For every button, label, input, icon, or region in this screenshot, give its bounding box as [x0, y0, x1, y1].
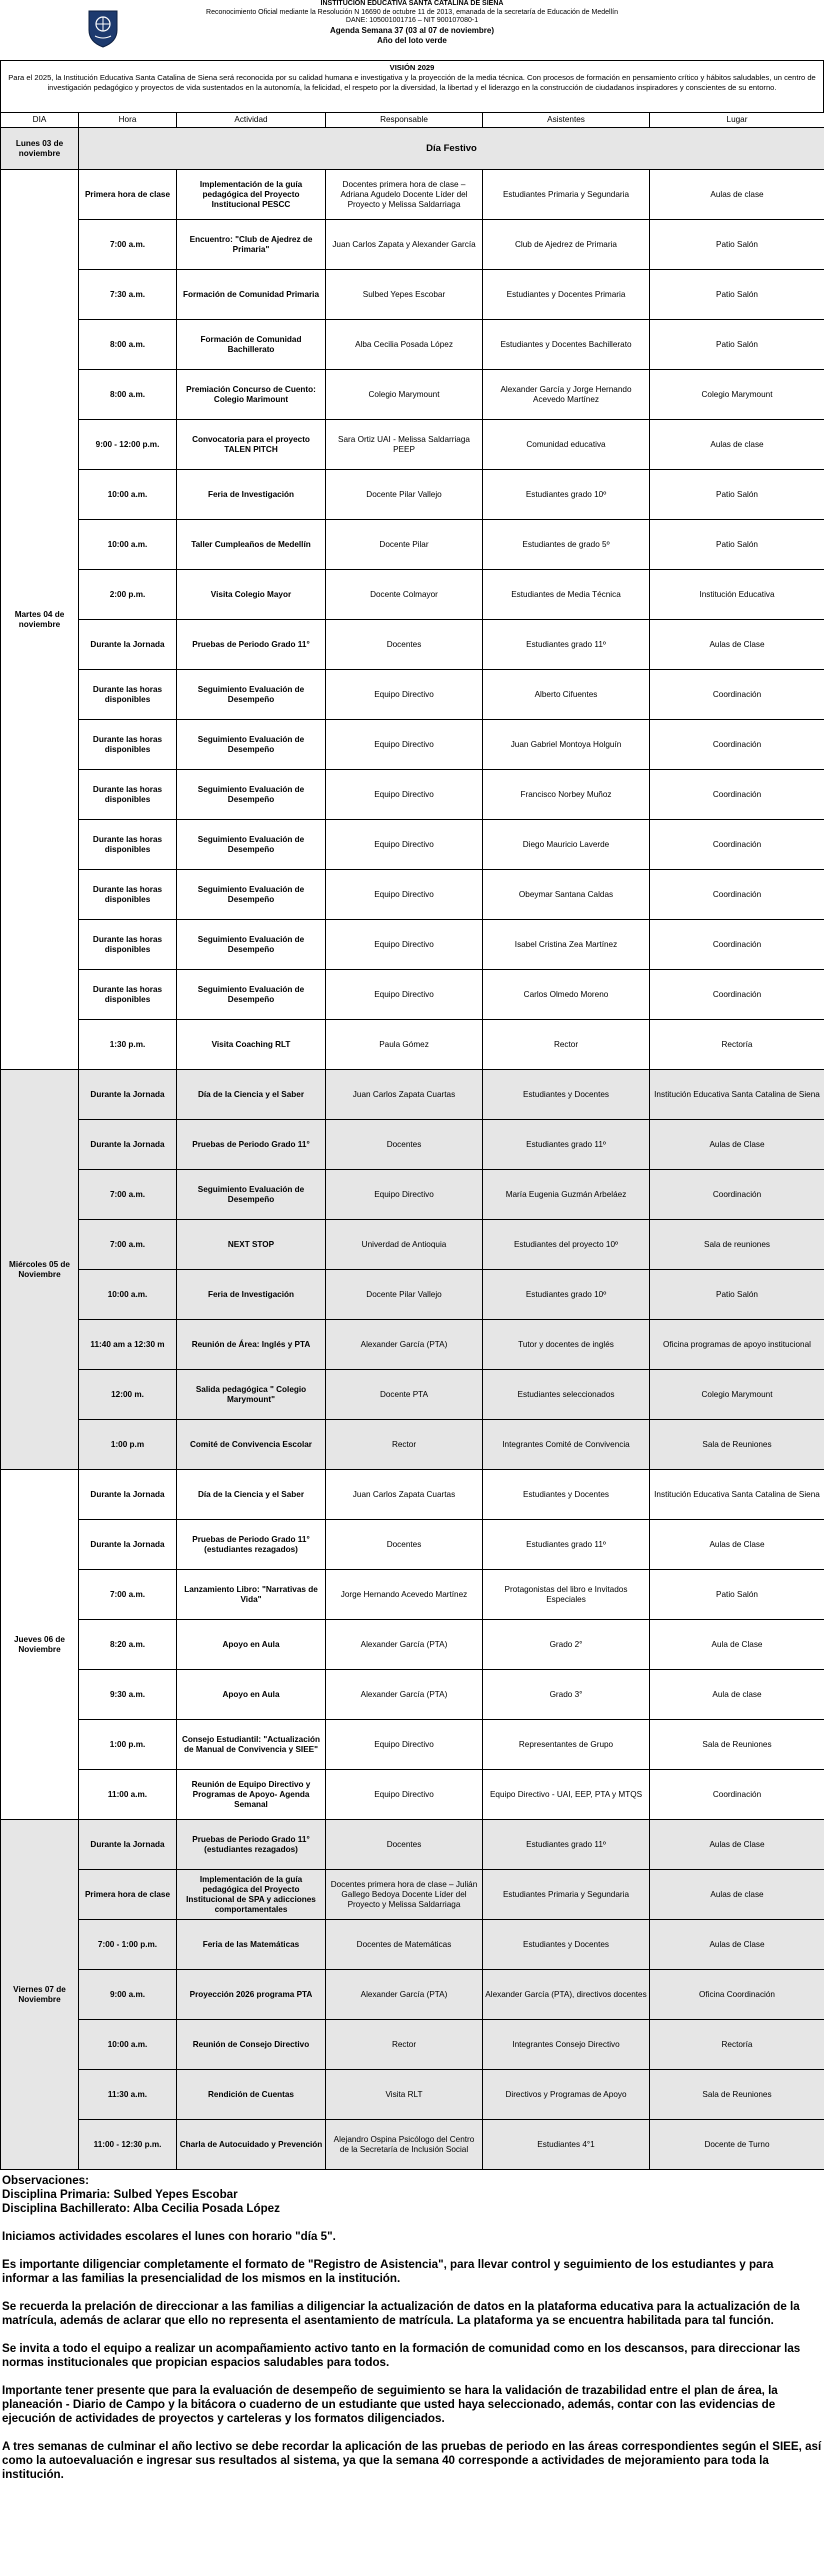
table-row: [1, 470, 824, 520]
observation-paragraph: Se recuerda la prelación de direccionar a las familias a diligenciar la actualización de datos en la plataforma educativa para la actualización de la matrícula, además de aclarar que ello no representa el asentamiento de matrícula. La plataforma ya se encuentra habilitada para tal función.: [2, 2299, 800, 2327]
year-motto: Año del loto verde: [377, 35, 447, 45]
place-cell: Sala de Reuniones: [650, 1720, 824, 1770]
table-row: [1, 870, 824, 920]
time-cell: 8:00 a.m.: [79, 320, 177, 370]
table-row: [1, 770, 824, 820]
table-row: [1, 128, 824, 170]
agenda-title: Agenda Semana 37 (03 al 07 de noviembre): [329, 25, 495, 35]
table-row: [1, 170, 824, 220]
responsible-cell: Alba Cecilia Posada López: [326, 320, 483, 370]
institution-name: INSTITUCIÓN EDUCATIVA SANTA CATALINA DE SIENA: [320, 0, 504, 7]
activity-cell: Feria de las Matemáticas: [177, 1920, 326, 1970]
attendees-cell: Grado 2°: [483, 1620, 650, 1670]
time-cell: Durante las horas disponibles: [79, 920, 177, 970]
attendees-cell: Estudiantes y Docentes Bachillerato: [483, 320, 650, 370]
time-cell: 10:00 a.m.: [79, 2020, 177, 2070]
responsible-cell: Docente Pilar: [326, 520, 483, 570]
attendees-cell: Carlos Olmedo Moreno: [483, 970, 650, 1020]
table-row: [1, 1220, 824, 1270]
vision-text: Para el 2025, la Institución Educativa Santa Catalina de Siena será reconocida por su calidad humana e investigativa y la proyección de la media técnica. Con procesos de formación en pensamiento crítico y hábitos saludables, un centro de investigación pedagógico y proyectos de vida sustentados en la autonomía, la felicidad, el respeto por la diversidad, la libertad y el liderazgo en la construcción de ciudadanos inspiradores y conscientes de su entorno.: [8, 73, 816, 92]
place-cell: Oficina programas de apoyo institucional: [650, 1320, 824, 1370]
time-cell: 7:00 a.m.: [79, 220, 177, 270]
place-cell: Patio Salón: [650, 520, 824, 570]
activity-cell: Rendición de Cuentas: [177, 2070, 326, 2120]
place-cell: Patio Salón: [650, 470, 824, 520]
attendees-cell: Estudiantes grado 11º: [483, 1520, 650, 1570]
time-cell: 7:00 a.m.: [79, 1170, 177, 1220]
attendees-cell: Estudiantes y Docentes: [483, 1070, 650, 1120]
activity-cell: Implementación de la guía pedagógica del Proyecto Institucional PESCC: [177, 170, 326, 220]
time-cell: 7:00 - 1:00 p.m.: [79, 1920, 177, 1970]
agenda-body: [1, 128, 824, 2170]
activity-cell: Feria de Investigación: [177, 470, 326, 520]
table-row: [1, 1020, 824, 1070]
attendees-cell: Estudiantes Primaria y Segundaria: [483, 1870, 650, 1920]
activity-cell: Encuentro: "Club de Ajedrez de Primaria": [177, 220, 326, 270]
table-row: [1, 1920, 824, 1970]
responsible-cell: Alexander García (PTA): [326, 1970, 483, 2020]
activity-cell: Seguimiento Evaluación de Desempeño: [177, 870, 326, 920]
attendees-cell: Alexander García y Jorge Hernando Acevedo Martínez: [483, 370, 650, 420]
attendees-cell: Estudiantes de grado 5º: [483, 520, 650, 570]
time-cell: Primera hora de clase: [79, 170, 177, 220]
place-cell: Coordinación: [650, 1770, 824, 1820]
observations-section: [0, 2170, 824, 2482]
time-cell: Durante las horas disponibles: [79, 970, 177, 1020]
attendees-cell: Estudiantes seleccionados: [483, 1370, 650, 1420]
responsible-cell: Rector: [326, 2020, 483, 2070]
day-cell: Viernes 07 de Noviembre: [1, 1820, 79, 2170]
responsible-cell: Docentes primera hora de clase – Julián Gallego Bedoya Docente Líder del Proyecto y Melissa Saldarriaga: [326, 1870, 483, 1920]
place-cell: Institución Educativa Santa Catalina de Siena: [650, 1070, 824, 1120]
activity-cell: Pruebas de Periodo Grado 11°: [177, 620, 326, 670]
time-cell: 10:00 a.m.: [79, 470, 177, 520]
time-cell: 1:30 p.m.: [79, 1020, 177, 1070]
responsible-cell: Juan Carlos Zapata y Alexander García: [326, 220, 483, 270]
responsible-cell: Alexander García (PTA): [326, 1620, 483, 1670]
table-row: [1, 1120, 824, 1170]
time-cell: 1:00 p.m.: [79, 1720, 177, 1770]
attendees-cell: Rector: [483, 1020, 650, 1070]
responsible-cell: Juan Carlos Zapata Cuartas: [326, 1070, 483, 1120]
attendees-cell: Integrantes Consejo Directivo: [483, 2020, 650, 2070]
table-row: [1, 1470, 824, 1520]
table-row: [1, 2070, 824, 2120]
place-cell: Colegio Marymount: [650, 1370, 824, 1420]
discipline-secondary: Disciplina Bachillerato: Alba Cecilia Posada López: [2, 2202, 280, 2216]
observation-paragraph: Importante tener presente que para la evaluación de desempeño de seguimiento se hara la validación de trazabilidad entre el plan de área, la planeación - Diario de Campo y la bitácora o cuaderno de un estudiante que usted haya seleccionado, además, contar con las evidencias de ejecución de actividades de proyectos y carteleras y los formatos diligenciados.: [2, 2383, 778, 2425]
activity-cell: Reunión de Equipo Directivo y Programas de Apoyo- Agenda Semanal: [177, 1770, 326, 1820]
place-cell: Aulas de Clase: [650, 620, 824, 670]
activity-cell: Taller Cumpleaños de Medellín: [177, 520, 326, 570]
activity-cell: Salida pedagógica " Colegio Marymount": [177, 1370, 326, 1420]
recognition-line: Reconocimiento Oficial mediante la Resolución N 16690 de octubre 11 de 2013, emanada de la secretaría de Educación de Medellín: [206, 8, 618, 16]
activity-cell: Proyección 2026 programa PTA: [177, 1970, 326, 2020]
time-cell: 12:00 m.: [79, 1370, 177, 1420]
place-cell: Docente de Turno: [650, 2120, 824, 2170]
attendees-cell: Francisco Norbey Muñoz: [483, 770, 650, 820]
attendees-cell: Estudiantes y Docentes: [483, 1470, 650, 1520]
column-header: Asistentes: [483, 113, 650, 128]
activity-cell: Charla de Autocuidado y Prevención: [177, 2120, 326, 2170]
attendees-cell: Equipo Directivo - UAI, EEP, PTA y MTQS: [483, 1770, 650, 1820]
observation-paragraph: Se invita a todo el equipo a realizar un acompañamiento activo tanto en la formación de comunidad como en los descansos, para direccionar las normas institucionales que propician espacios saludables para todos.: [2, 2341, 801, 2369]
table-row: [1, 720, 824, 770]
place-cell: Rectoría: [650, 1020, 824, 1070]
place-cell: Aulas de Clase: [650, 1520, 824, 1570]
place-cell: Institución Educativa: [650, 570, 824, 620]
attendees-cell: Estudiantes grado 11º: [483, 1120, 650, 1170]
day-cell: Miércoles 05 de Noviembre: [1, 1070, 79, 1470]
time-cell: 7:00 a.m.: [79, 1570, 177, 1620]
activity-cell: Apoyo en Aula: [177, 1620, 326, 1670]
activity-cell: Formación de Comunidad Bachillerato: [177, 320, 326, 370]
activity-cell: Consejo Estudiantil: "Actualización de Manual de Convivencia y SIEE": [177, 1720, 326, 1770]
place-cell: Sala de reuniones: [650, 1220, 824, 1270]
table-row: [1, 1520, 824, 1570]
time-cell: Durante las horas disponibles: [79, 820, 177, 870]
attendees-cell: Club de Ajedrez de Primaria: [483, 220, 650, 270]
place-cell: Aula de clase: [650, 1670, 824, 1720]
place-cell: Coordinación: [650, 720, 824, 770]
responsible-cell: Docentes: [326, 620, 483, 670]
holiday-cell: Día Festivo: [79, 128, 824, 170]
responsible-cell: Alexander García (PTA): [326, 1320, 483, 1370]
activity-cell: Premiación Concurso de Cuento: Colegio Marimount: [177, 370, 326, 420]
time-cell: Durante las horas disponibles: [79, 670, 177, 720]
table-row: [1, 1770, 824, 1820]
responsible-cell: Docentes: [326, 1120, 483, 1170]
time-cell: 2:00 p.m.: [79, 570, 177, 620]
responsible-cell: Docente Colmayor: [326, 570, 483, 620]
time-cell: 10:00 a.m.: [79, 1270, 177, 1320]
vision-title: VISIÓN 2029: [389, 63, 435, 72]
day-cell: Jueves 06 de Noviembre: [1, 1470, 79, 1820]
table-row: [1, 970, 824, 1020]
table-row: [1, 370, 824, 420]
responsible-cell: Jorge Hernando Acevedo Martínez: [326, 1570, 483, 1620]
activity-cell: Seguimiento Evaluación de Desempeño: [177, 670, 326, 720]
responsible-cell: Docente Pilar Vallejo: [326, 470, 483, 520]
responsible-cell: Paula Gómez: [326, 1020, 483, 1070]
place-cell: Coordinación: [650, 970, 824, 1020]
activity-cell: Reunión de Consejo Directivo: [177, 2020, 326, 2070]
table-row: [1, 1370, 824, 1420]
responsible-cell: Docente PTA: [326, 1370, 483, 1420]
activity-cell: Día de la Ciencia y el Saber: [177, 1470, 326, 1520]
attendees-cell: Estudiantes grado 10º: [483, 470, 650, 520]
activity-cell: Seguimiento Evaluación de Desempeño: [177, 970, 326, 1020]
time-cell: Durante la Jornada: [79, 1120, 177, 1170]
time-cell: Durante las horas disponibles: [79, 770, 177, 820]
discipline-primary: Disciplina Primaria: Sulbed Yepes Escobar: [2, 2188, 238, 2202]
table-row: [1, 220, 824, 270]
responsible-cell: Equipo Directivo: [326, 820, 483, 870]
activity-cell: NEXT STOP: [177, 1220, 326, 1270]
attendees-cell: Obeymar Santana Caldas: [483, 870, 650, 920]
attendees-cell: Estudiantes Primaria y Segundaria: [483, 170, 650, 220]
activity-cell: Seguimiento Evaluación de Desempeño: [177, 820, 326, 870]
activity-cell: Visita Coaching RLT: [177, 1020, 326, 1070]
place-cell: Aulas de clase: [650, 1870, 824, 1920]
table-row: [1, 1070, 824, 1120]
table-row: [1, 620, 824, 670]
table-row: [1, 1570, 824, 1620]
dane-nit-line: DANE: 105001001716 – NIT 900107080-1: [345, 17, 479, 24]
school-crest-icon: [86, 8, 120, 48]
place-cell: Oficina Coordinación: [650, 1970, 824, 2020]
attendees-cell: Juan Gabriel Montoya Holguín: [483, 720, 650, 770]
time-cell: Durante la Jornada: [79, 1820, 177, 1870]
table-row: [1, 420, 824, 470]
table-row: [1, 1720, 824, 1770]
activity-cell: Implementación de la guía pedagógica del Proyecto Institucional de SPA y adicciones comportamentales: [177, 1870, 326, 1920]
table-header-row: [1, 113, 824, 128]
attendees-cell: Integrantes Comité de Convivencia: [483, 1420, 650, 1470]
observations-title: Observaciones:: [2, 2174, 89, 2187]
table-row: [1, 1170, 824, 1220]
table-row: [1, 1620, 824, 1670]
attendees-cell: Representantes de Grupo: [483, 1720, 650, 1770]
place-cell: Aulas de Clase: [650, 1920, 824, 1970]
attendees-cell: Estudiantes grado 10º: [483, 1270, 650, 1320]
place-cell: Coordinación: [650, 1170, 824, 1220]
time-cell: 8:00 a.m.: [79, 370, 177, 420]
activity-cell: Feria de Investigación: [177, 1270, 326, 1320]
attendees-cell: Estudiantes grado 11º: [483, 620, 650, 670]
table-row: [1, 820, 824, 870]
place-cell: Coordinación: [650, 820, 824, 870]
vision-box: [0, 60, 824, 112]
day-cell: Lunes 03 de noviembre: [1, 128, 79, 170]
attendees-cell: Estudiantes 4°1: [483, 2120, 650, 2170]
time-cell: 7:00 a.m.: [79, 1220, 177, 1270]
day-cell: Martes 04 de noviembre: [1, 170, 79, 1070]
time-cell: Durante la Jornada: [79, 620, 177, 670]
activity-cell: Pruebas de Periodo Grado 11°: [177, 1120, 326, 1170]
responsible-cell: Equipo Directivo: [326, 970, 483, 1020]
time-cell: Durante la Jornada: [79, 1470, 177, 1520]
place-cell: Coordinación: [650, 670, 824, 720]
place-cell: Institución Educativa Santa Catalina de Siena: [650, 1470, 824, 1520]
activity-cell: Visita Colegio Mayor: [177, 570, 326, 620]
table-row: [1, 270, 824, 320]
responsible-cell: Sara Ortiz UAI - Melissa Saldarriaga PEEP: [326, 420, 483, 470]
responsible-cell: Alexander García (PTA): [326, 1670, 483, 1720]
activity-cell: Lanzamiento Libro: "Narrativas de Vida": [177, 1570, 326, 1620]
place-cell: Patio Salón: [650, 320, 824, 370]
time-cell: Durante la Jornada: [79, 1070, 177, 1120]
column-header: DIA: [1, 113, 79, 128]
time-cell: 9:30 a.m.: [79, 1670, 177, 1720]
table-row: [1, 320, 824, 370]
responsible-cell: Docentes de Matemáticas: [326, 1920, 483, 1970]
table-row: [1, 1670, 824, 1720]
table-row: [1, 1320, 824, 1370]
place-cell: Sala de Reuniones: [650, 2070, 824, 2120]
attendees-cell: Comunidad educativa: [483, 420, 650, 470]
responsible-cell: Colegio Marymount: [326, 370, 483, 420]
observation-paragraph: Iniciamos actividades escolares el lunes con horario "día 5".: [2, 2230, 336, 2244]
time-cell: Durante las horas disponibles: [79, 870, 177, 920]
activity-cell: Seguimiento Evaluación de Desempeño: [177, 720, 326, 770]
time-cell: 11:40 am a 12:30 m: [79, 1320, 177, 1370]
responsible-cell: Equipo Directivo: [326, 870, 483, 920]
responsible-cell: Visita RLT: [326, 2070, 483, 2120]
place-cell: Aula de Clase: [650, 1620, 824, 1670]
time-cell: 11:00 a.m.: [79, 1770, 177, 1820]
attendees-cell: Estudiantes y Docentes: [483, 1920, 650, 1970]
responsible-cell: Equipo Directivo: [326, 1720, 483, 1770]
activity-cell: Comité de Convivencia Escolar: [177, 1420, 326, 1470]
time-cell: 11:00 - 12:30 p.m.: [79, 2120, 177, 2170]
time-cell: 9:00 - 12:00 p.m.: [79, 420, 177, 470]
time-cell: 8:20 a.m.: [79, 1620, 177, 1670]
activity-cell: Formación de Comunidad Primaria: [177, 270, 326, 320]
place-cell: Patio Salón: [650, 1270, 824, 1320]
attendees-cell: Diego Mauricio Laverde: [483, 820, 650, 870]
time-cell: Durante las horas disponibles: [79, 720, 177, 770]
attendees-cell: Alberto Cifuentes: [483, 670, 650, 720]
table-row: [1, 2020, 824, 2070]
place-cell: Aulas de clase: [650, 420, 824, 470]
activity-cell: Convocatoria para el proyecto TALEN PITCH: [177, 420, 326, 470]
responsible-cell: Docentes: [326, 1820, 483, 1870]
observation-paragraph: Es importante diligenciar completamente el formato de "Registro de Asistencia", para llevar control y seguimiento de los estudiantes y para informar a las familias la presencialidad de los mismos en la institución.: [2, 2257, 774, 2286]
activity-cell: Seguimiento Evaluación de Desempeño: [177, 1170, 326, 1220]
table-row: [1, 1270, 824, 1320]
responsible-cell: Equipo Directivo: [326, 720, 483, 770]
responsible-cell: Alejandro Ospina Psicólogo del Centro de la Secretaría de Inclusión Social: [326, 2120, 483, 2170]
responsible-cell: Rector: [326, 1420, 483, 1470]
attendees-cell: Estudiantes grado 11º: [483, 1820, 650, 1870]
attendees-cell: Protagonistas del libro e Invitados Especiales: [483, 1570, 650, 1620]
place-cell: Colegio Marymount: [650, 370, 824, 420]
activity-cell: Día de la Ciencia y el Saber: [177, 1070, 326, 1120]
responsible-cell: Equipo Directivo: [326, 1770, 483, 1820]
attendees-cell: Estudiantes de Media Técnica: [483, 570, 650, 620]
observation-paragraph: A tres semanas de culminar el año lectivo se debe recordar la aplicación de las pruebas de periodo en las áreas correspondientes según el SIEE, así como la autoevaluación e ingresar sus resultados al sistema, ya que la semana 40 corresponde a actividades de mejoramiento para toda la institución.: [2, 2439, 822, 2482]
time-cell: 9:00 a.m.: [79, 1970, 177, 2020]
responsible-cell: Juan Carlos Zapata Cuartas: [326, 1470, 483, 1520]
place-cell: Aulas de Clase: [650, 1120, 824, 1170]
attendees-cell: Grado 3°: [483, 1670, 650, 1720]
responsible-cell: Equipo Directivo: [326, 920, 483, 970]
responsible-cell: Sulbed Yepes Escobar: [326, 270, 483, 320]
place-cell: Coordinación: [650, 870, 824, 920]
responsible-cell: Univerdad de Antioquia: [326, 1220, 483, 1270]
attendees-cell: Estudiantes y Docentes Primaria: [483, 270, 650, 320]
table-row: [1, 670, 824, 720]
activity-cell: Apoyo en Aula: [177, 1670, 326, 1720]
time-cell: Primera hora de clase: [79, 1870, 177, 1920]
activity-cell: Seguimiento Evaluación de Desempeño: [177, 770, 326, 820]
attendees-cell: Directivos y Programas de Apoyo: [483, 2070, 650, 2120]
place-cell: Coordinación: [650, 770, 824, 820]
column-header: Hora: [79, 113, 177, 128]
table-row: [1, 1970, 824, 2020]
activity-cell: Reunión de Área: Inglés y PTA: [177, 1320, 326, 1370]
attendees-cell: María Eugenia Guzmán Arbeláez: [483, 1170, 650, 1220]
time-cell: Durante la Jornada: [79, 1520, 177, 1570]
document-header: [0, 0, 824, 60]
responsible-cell: Docentes primera hora de clase – Adriana Agudelo Docente Líder del Proyecto y Melissa Saldarriaga: [326, 170, 483, 220]
time-cell: 1:00 p.m: [79, 1420, 177, 1470]
time-cell: 7:30 a.m.: [79, 270, 177, 320]
column-header: Actividad: [177, 113, 326, 128]
attendees-cell: Alexander García (PTA), directivos docentes: [483, 1970, 650, 2020]
place-cell: Rectoría: [650, 2020, 824, 2070]
activity-cell: Pruebas de Periodo Grado 11° (estudiantes rezagados): [177, 1520, 326, 1570]
place-cell: Patio Salón: [650, 1570, 824, 1620]
attendees-cell: Isabel Cristina Zea Martínez: [483, 920, 650, 970]
responsible-cell: Equipo Directivo: [326, 1170, 483, 1220]
table-row: [1, 1870, 824, 1920]
table-row: [1, 1420, 824, 1470]
responsible-cell: Equipo Directivo: [326, 770, 483, 820]
table-row: [1, 570, 824, 620]
responsible-cell: Docentes: [326, 1520, 483, 1570]
attendees-cell: Tutor y docentes de inglés: [483, 1320, 650, 1370]
place-cell: Patio Salón: [650, 220, 824, 270]
place-cell: Aulas de Clase: [650, 1820, 824, 1870]
place-cell: Coordinación: [650, 920, 824, 970]
place-cell: Patio Salón: [650, 270, 824, 320]
place-cell: Aulas de clase: [650, 170, 824, 220]
table-row: [1, 1820, 824, 1870]
responsible-cell: Docente Pilar Vallejo: [326, 1270, 483, 1320]
responsible-cell: Equipo Directivo: [326, 670, 483, 720]
time-cell: 11:30 a.m.: [79, 2070, 177, 2120]
attendees-cell: Estudiantes del proyecto 10º: [483, 1220, 650, 1270]
activity-cell: Seguimiento Evaluación de Desempeño: [177, 920, 326, 970]
table-row: [1, 920, 824, 970]
column-header: Lugar: [650, 113, 824, 128]
column-header: Responsable: [326, 113, 483, 128]
time-cell: 10:00 a.m.: [79, 520, 177, 570]
table-row: [1, 2120, 824, 2170]
place-cell: Sala de Reuniones: [650, 1420, 824, 1470]
activity-cell: Pruebas de Periodo Grado 11° (estudiantes rezagados): [177, 1820, 326, 1870]
agenda-table: [0, 112, 824, 2170]
table-row: [1, 520, 824, 570]
